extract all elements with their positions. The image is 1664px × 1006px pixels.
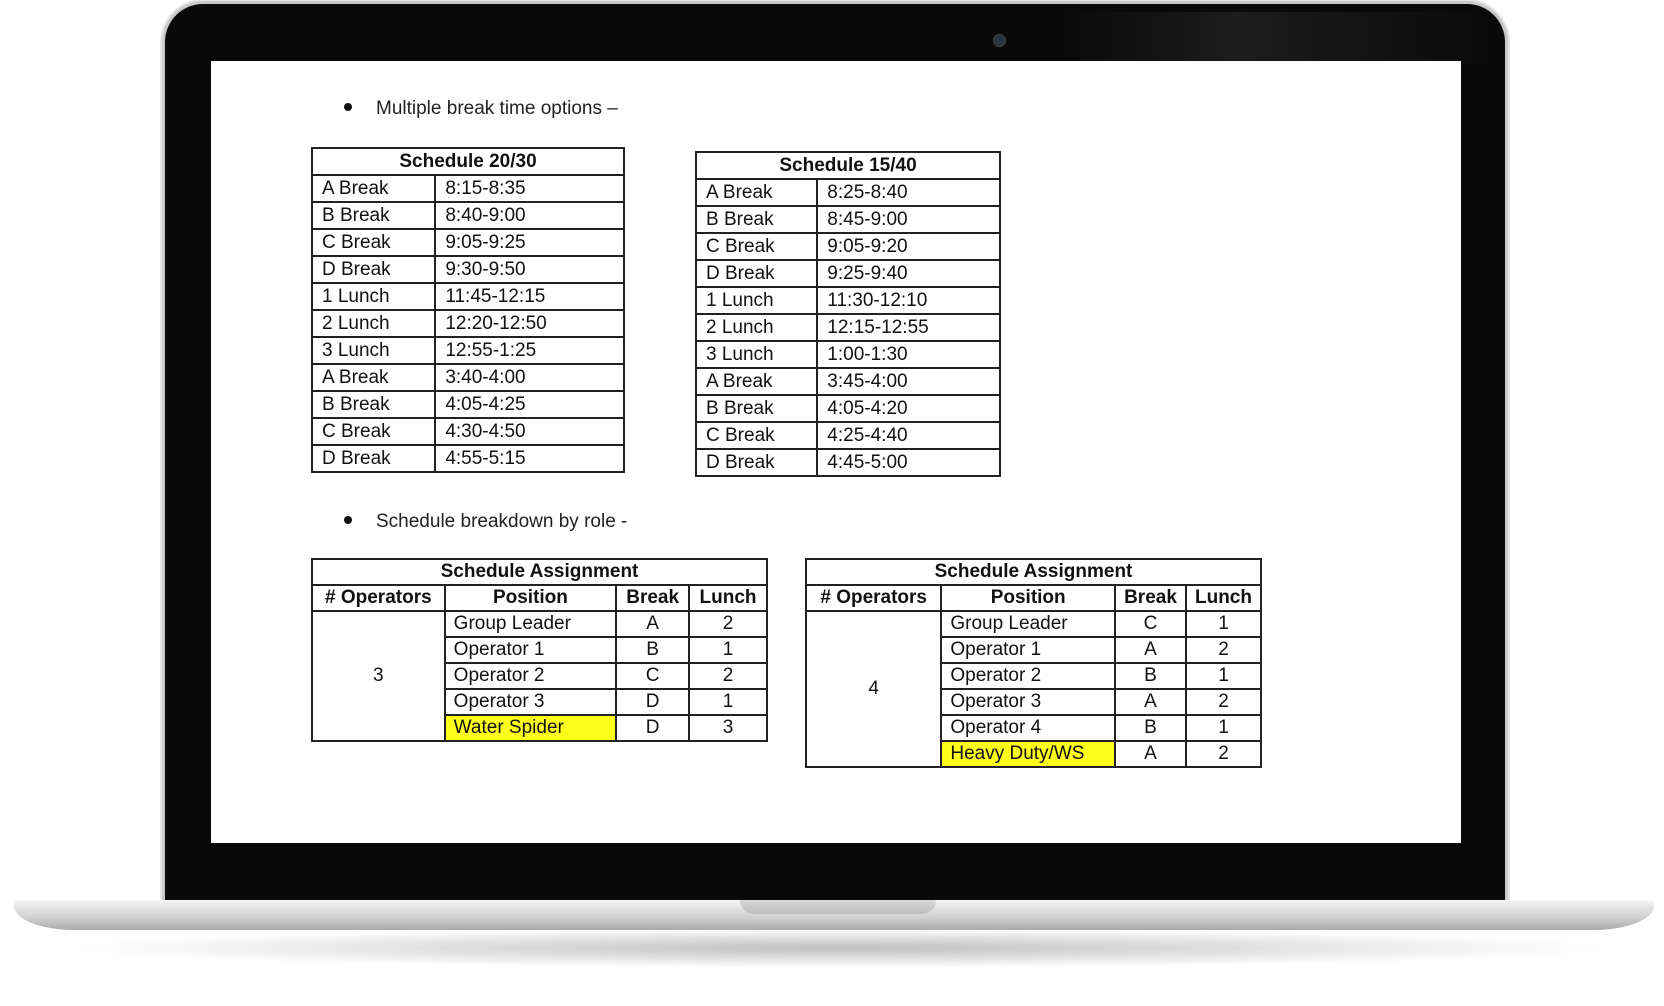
period-label: B Break	[696, 395, 817, 422]
period-time: 8:40-9:00	[435, 202, 624, 229]
period-label: 1 Lunch	[312, 283, 435, 310]
bullet-text: Multiple break time options –	[376, 98, 618, 119]
period-label: A Break	[696, 368, 817, 395]
lunch-cell: 1	[1186, 715, 1261, 741]
period-label: 1 Lunch	[696, 287, 817, 314]
schedule-row	[696, 179, 1000, 206]
period-time: 4:55-5:15	[435, 445, 624, 472]
position-cell: Group Leader	[941, 611, 1115, 637]
break-cell: B	[1115, 663, 1186, 689]
break-cell: B	[1115, 715, 1186, 741]
bullet-dot-icon	[344, 516, 352, 524]
period-time: 4:05-4:25	[435, 391, 624, 418]
period-label: D Break	[312, 445, 435, 472]
break-cell: A	[1115, 637, 1186, 663]
header-break: Break	[616, 585, 689, 611]
period-time: 12:15-12:55	[817, 314, 1000, 341]
schedule-row	[312, 391, 624, 418]
break-cell: A	[1115, 741, 1186, 767]
break-cell: A	[616, 611, 689, 637]
bullet-text: Schedule breakdown by role -	[376, 511, 628, 532]
period-label: D Break	[696, 260, 817, 287]
schedule-row	[312, 364, 624, 391]
break-cell: A	[1115, 689, 1186, 715]
assignment-table-4-operators	[805, 558, 1262, 768]
lunch-cell: 2	[689, 611, 767, 637]
schedule-row	[696, 260, 1000, 287]
period-time: 1:00-1:30	[817, 341, 1000, 368]
period-label: D Break	[696, 449, 817, 476]
period-label: A Break	[696, 179, 817, 206]
operator-count: 3	[312, 611, 445, 741]
assignment-row	[806, 611, 1261, 637]
laptop-opening-notch	[740, 900, 936, 914]
period-label: B Break	[312, 202, 435, 229]
period-time: 9:25-9:40	[817, 260, 1000, 287]
laptop-screen	[211, 61, 1461, 843]
break-cell: B	[616, 637, 689, 663]
lunch-cell: 1	[1186, 663, 1261, 689]
period-label: B Break	[312, 391, 435, 418]
bullet-dot-icon	[344, 103, 352, 111]
period-label: D Break	[312, 256, 435, 283]
schedule-title: Schedule 15/40	[696, 152, 1000, 179]
assignment-row	[312, 611, 767, 637]
period-label: 2 Lunch	[312, 310, 435, 337]
period-label: 3 Lunch	[312, 337, 435, 364]
assignment-table-3-operators	[311, 558, 768, 742]
position-cell: Operator 3	[445, 689, 617, 715]
schedule-row	[312, 337, 624, 364]
period-label: C Break	[312, 418, 435, 445]
assignment-title: Schedule Assignment	[312, 559, 767, 585]
lunch-cell: 2	[1186, 689, 1261, 715]
schedule-row	[312, 256, 624, 283]
position-cell: Operator 2	[445, 663, 617, 689]
schedule-table-20-30	[311, 147, 625, 473]
period-time: 8:45-9:00	[817, 206, 1000, 233]
period-time: 9:05-9:25	[435, 229, 624, 256]
period-label: A Break	[312, 175, 435, 202]
period-label: 2 Lunch	[696, 314, 817, 341]
period-time: 12:55-1:25	[435, 337, 624, 364]
header-operators: # Operators	[806, 585, 941, 611]
header-lunch: Lunch	[689, 585, 767, 611]
lunch-cell: 2	[1186, 637, 1261, 663]
position-cell-highlighted: Heavy Duty/WS	[941, 741, 1115, 767]
schedule-row	[312, 310, 624, 337]
schedule-row	[312, 229, 624, 256]
break-cell: D	[616, 689, 689, 715]
schedule-row	[696, 206, 1000, 233]
schedule-row	[312, 202, 624, 229]
period-time: 4:25-4:40	[817, 422, 1000, 449]
period-label: C Break	[696, 233, 817, 260]
lunch-cell: 1	[1186, 611, 1261, 637]
period-time: 3:45-4:00	[817, 368, 1000, 395]
schedule-table-15-40	[695, 151, 1001, 477]
period-label: C Break	[312, 229, 435, 256]
break-cell: C	[1115, 611, 1186, 637]
operator-count: 4	[806, 611, 941, 767]
period-label: C Break	[696, 422, 817, 449]
period-time: 11:30-12:10	[817, 287, 1000, 314]
period-time: 3:40-4:00	[435, 364, 624, 391]
schedule-row	[696, 422, 1000, 449]
assignment-title: Schedule Assignment	[806, 559, 1261, 585]
period-time: 9:30-9:50	[435, 256, 624, 283]
lunch-cell: 1	[689, 689, 767, 715]
position-cell: Operator 1	[445, 637, 617, 663]
header-break: Break	[1115, 585, 1186, 611]
camera-icon	[993, 34, 1006, 47]
schedule-row	[696, 287, 1000, 314]
period-time: 11:45-12:15	[435, 283, 624, 310]
position-cell: Operator 4	[941, 715, 1115, 741]
period-time: 8:25-8:40	[817, 179, 1000, 206]
schedule-row	[696, 368, 1000, 395]
header-position: Position	[941, 585, 1115, 611]
period-time: 4:30-4:50	[435, 418, 624, 445]
break-cell: D	[616, 715, 689, 741]
position-cell: Operator 1	[941, 637, 1115, 663]
bullet-breakdown-by-role	[344, 511, 627, 533]
header-position: Position	[445, 585, 617, 611]
bezel-glare	[1065, 12, 1495, 64]
schedule-row	[312, 418, 624, 445]
position-cell: Operator 3	[941, 689, 1115, 715]
laptop-shadow	[60, 928, 1620, 968]
bullet-break-options	[344, 98, 618, 120]
period-time: 12:20-12:50	[435, 310, 624, 337]
document-page	[211, 61, 1461, 843]
period-label: 3 Lunch	[696, 341, 817, 368]
schedule-row	[312, 175, 624, 202]
header-lunch: Lunch	[1186, 585, 1261, 611]
period-time: 4:05-4:20	[817, 395, 1000, 422]
position-cell: Operator 2	[941, 663, 1115, 689]
schedule-row	[696, 314, 1000, 341]
schedule-row	[312, 283, 624, 310]
period-time: 8:15-8:35	[435, 175, 624, 202]
schedule-row	[696, 449, 1000, 476]
position-cell: Group Leader	[445, 611, 617, 637]
schedule-row	[312, 445, 624, 472]
header-operators: # Operators	[312, 585, 445, 611]
schedule-row	[696, 341, 1000, 368]
position-cell-highlighted: Water Spider	[445, 715, 617, 741]
lunch-cell: 2	[689, 663, 767, 689]
lunch-cell: 3	[689, 715, 767, 741]
period-time: 4:45-5:00	[817, 449, 1000, 476]
break-cell: C	[616, 663, 689, 689]
schedule-title: Schedule 20/30	[312, 148, 624, 175]
period-label: B Break	[696, 206, 817, 233]
lunch-cell: 1	[689, 637, 767, 663]
schedule-row	[696, 395, 1000, 422]
schedule-row	[696, 233, 1000, 260]
period-time: 9:05-9:20	[817, 233, 1000, 260]
lunch-cell: 2	[1186, 741, 1261, 767]
laptop-base	[14, 900, 1654, 930]
period-label: A Break	[312, 364, 435, 391]
